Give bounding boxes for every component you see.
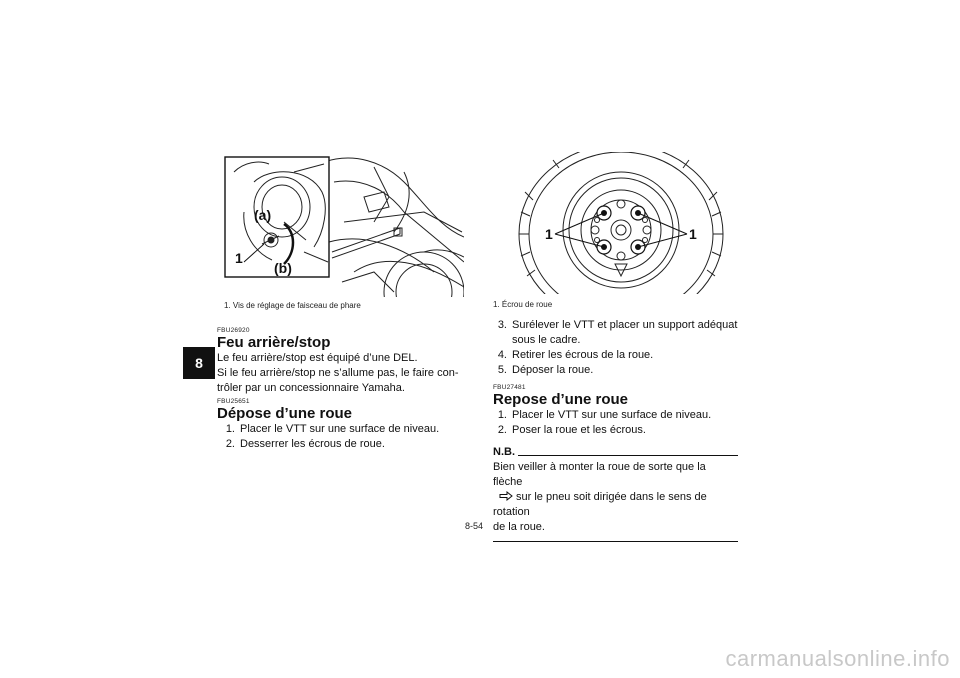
wheel-figure: [493, 152, 738, 294]
callout-left-1: 1: [545, 226, 553, 242]
watermark: carmanualsonline.info: [725, 646, 950, 671]
wheel-removal-code: FBU25651: [217, 398, 250, 405]
taillight-section: [217, 327, 467, 396]
outline-right-arrow-icon: [499, 491, 513, 501]
wheel-caption: 1. Écrou de roue: [493, 300, 553, 309]
list-item: 4. Retirer les écrous de la roue.: [497, 349, 654, 361]
note-rule-top: [518, 455, 738, 456]
taillight-line-2: Si le feu arrière/stop ne s’allume pas, le faire con-: [217, 367, 459, 379]
list-item: 5. Déposer la roue.: [497, 364, 594, 376]
note-block: [493, 446, 738, 542]
list-item: 1. Placer le VTT sur une surface de niveau.: [497, 409, 712, 421]
wheel-removal-title: Dépose d’une roue: [217, 405, 353, 422]
callout-right-1: 1: [689, 226, 697, 242]
wheel-install-steps: [497, 408, 743, 438]
list-item: 2. Desserrer les écrous de roue.: [225, 438, 385, 450]
page-number: 8-54: [465, 521, 484, 531]
taillight-line-1: Le feu arrière/stop est équipé d’une DEL.: [217, 352, 418, 364]
wheel-install-title: Repose d’une roue: [493, 391, 629, 408]
list-item: 3. Surélever le VTT et placer un support adéquat sous le cadre.: [497, 319, 738, 346]
wheel-install-code: FBU27481: [493, 384, 526, 391]
wheel-install-section: [493, 384, 743, 438]
headlight-caption: 1. Vis de réglage de faisceau de phare: [224, 301, 361, 310]
taillight-title: Feu arrière/stop: [217, 334, 331, 351]
chapter-tab: 8: [183, 347, 215, 379]
taillight-line-3: trôler par un concessionnaire Yamaha.: [217, 382, 405, 394]
wheel-removal-section: [217, 398, 467, 452]
note-text: Bien veiller à monter la roue de sorte que la flèche sur le pneu soit dirigée dans le sens de rotation de la roue.: [493, 461, 707, 533]
headlight-figure: [224, 152, 464, 297]
taillight-code: FBU26920: [217, 327, 250, 334]
callout-b: (b): [274, 260, 292, 276]
callout-1: 1: [235, 250, 243, 266]
note-label: N.B.: [493, 446, 515, 458]
callout-a: (a): [254, 207, 272, 223]
note-rule-bottom: [493, 541, 738, 542]
list-item: 1. Placer le VTT sur une surface de niveau.: [225, 423, 440, 435]
wheel-removal-steps-cont: [497, 318, 742, 378]
wheel-illustration: [493, 152, 738, 294]
wheel-removal-steps: [225, 422, 467, 452]
headlight-illustration: [224, 152, 464, 297]
list-item: 2. Poser la roue et les écrous.: [497, 424, 646, 436]
